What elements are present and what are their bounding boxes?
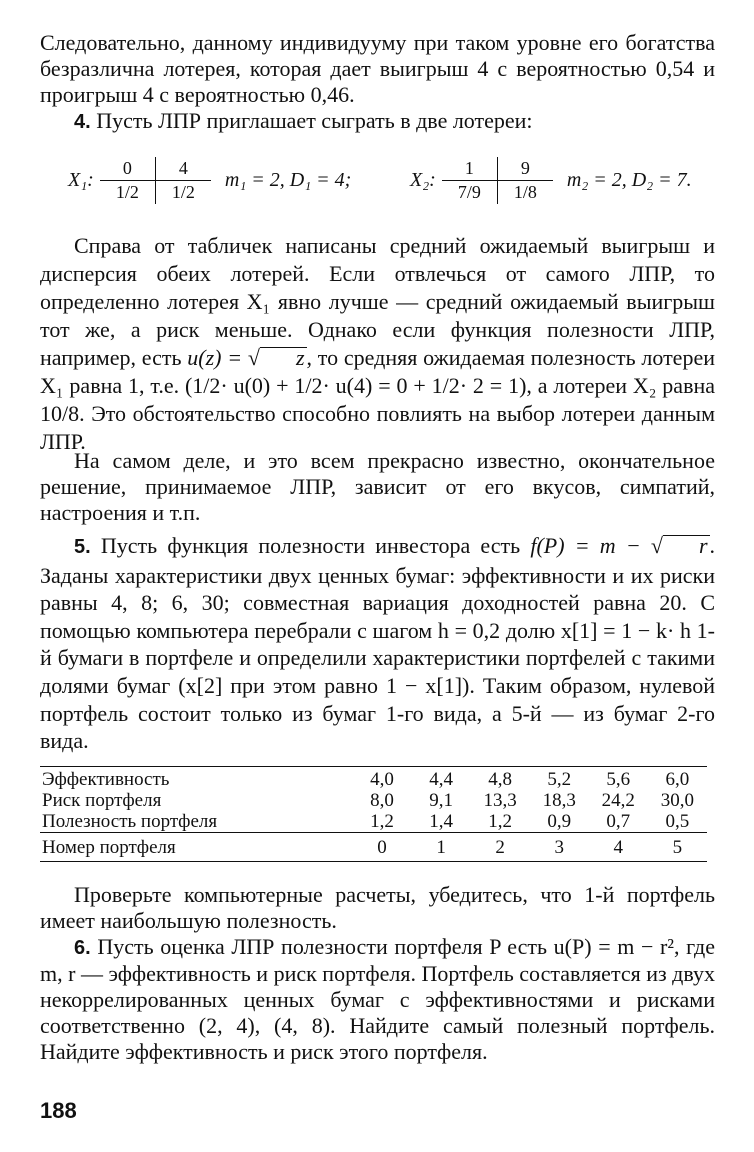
task-4-text: Пусть ЛПР приглашает сыграть в две лотереи: <box>96 108 533 133</box>
lottery-x1-prob: 1/2 <box>115 181 139 202</box>
table-cell: 1,2 <box>471 811 530 833</box>
paragraph-explanation <box>40 232 715 456</box>
paragraph-intro <box>40 30 715 108</box>
lottery-x1-value: 4 <box>155 157 211 181</box>
table-cell: 5 <box>648 833 707 862</box>
table-cell: 8,0 <box>370 790 394 811</box>
task-6 <box>40 934 715 1065</box>
table-cell: 5,6 <box>589 767 648 791</box>
table-cell: 4 <box>589 833 648 862</box>
task-5-part2: . Заданы характеристики двух ценных бумаг: эффективности и их риски равны 4, 8; 6, 30; совместная вариация доходностей равна 20. С помощью компьютера перебрали с шагом h = 0,2 долю x[1] = 1 − k· h 1-й бумаги в портфеле и определили характеристики портфелей с такими долями бумаг (x[2] при этом равно 1 − x[1]). Таким образом, нулевой портфель состоит только из бумаг 1-го вида, а 5-й — из бумаг 2-го вида. <box>40 533 716 754</box>
page-number: 188 <box>40 1098 77 1123</box>
lottery-x1-stats: m₁ = 2, D₁ = 4; <box>224 168 352 191</box>
lottery-x1 <box>68 152 351 208</box>
table-cell: 4,8 <box>471 767 530 791</box>
lottery-x1-value: 0 <box>100 157 156 181</box>
lottery-x1-prob: 1/2 <box>155 180 211 204</box>
table-row <box>40 811 707 833</box>
lottery-x2-name: X₂: <box>410 168 436 191</box>
table-cell: 0,5 <box>648 811 707 833</box>
table-row <box>40 790 707 811</box>
table-cell: 9,1 <box>429 790 453 811</box>
table-row <box>40 767 707 791</box>
lottery-x2-table <box>442 157 553 204</box>
paragraph-explanation-part1: Справа от табличек написаны средний ожидаемый выигрыш и дисперсия обеих лотерей. Если отвлечься от самого ЛПР, то определенно лотерея X₁ явно лучше — средний ожидаемый выигрыш тот же, а риск меньше. Однако если функция полезности ЛПР, например, есть <box>40 233 715 370</box>
row-label: Риск портфеля <box>42 790 162 811</box>
utility-formula: u(z) = √ <box>187 345 260 370</box>
paragraph-check-text: Проверьте компьютерные расчеты, убедитесь, что 1-й портфель имеет наибольшую полезность. <box>40 882 715 933</box>
table-cell: 1 <box>412 833 471 862</box>
lottery-x2-value: 9 <box>497 157 553 181</box>
investor-utility-formula-arg: r <box>663 535 710 556</box>
lottery-x1-name: X₁: <box>68 168 94 191</box>
table-cell: 30,0 <box>660 790 695 811</box>
lottery-x2 <box>410 152 692 208</box>
lottery-x2-stats: m₂ = 2, D₂ = 7. <box>566 168 692 191</box>
table-cell: 4,4 <box>412 767 471 791</box>
table-cell: 5,2 <box>530 767 589 791</box>
row-label: Полезность портфеля <box>40 811 352 833</box>
task-6-text: Пусть оценка ЛПР полезности портфеля P есть u(P) = m − r², где m, r — эффективность и риск портфеля. Портфель составляется из двух некоррелированных ценных бумаг с эффективностями и рисками соответственно (2, 4), (4, 8). Найдите самый полезный портфель. Найдите эффективность и риск этого портфеля. <box>40 934 716 1064</box>
row-label: Номер портфеля <box>40 833 352 862</box>
table-cell: 4,0 <box>352 767 411 791</box>
paragraph-note-text: На самом деле, и это всем прекрасно известно, окончательное решение, принимаемое ЛПР, зависит от его вкусов, симпатий, настроения и т.п. <box>40 448 715 525</box>
lottery-x1-table <box>100 157 211 204</box>
table-cell: 13,3 <box>483 790 517 811</box>
table-cell: 24,2 <box>601 790 635 811</box>
lottery-x2-prob: 7/9 <box>457 181 481 202</box>
table-cell: 0,7 <box>589 811 648 833</box>
task-5-number: 5. <box>74 536 91 558</box>
table-cell: 3 <box>530 833 589 862</box>
paragraph-explanation-part2: , то средняя ожидаемая полезность лотереи X₁ равна 1, т.е. (1/2· u(0) + 1/2· u(4) = 0 + 1/2· 2 = 1), а лотереи X₂ равна 10/8. Это обстоятельство способно повлиять на выбор лотереи данным ЛПР. <box>40 345 715 454</box>
portfolio-table <box>40 766 707 862</box>
paragraph-intro-text: Следовательно, данному индивидууму при таком уровне его богатства безразлична лотерея, которая дает выигрыш 4 с вероятностью 0,54 и проигрыш 4 с вероятностью 0,46. <box>40 30 715 107</box>
task-4 <box>40 108 715 135</box>
lottery-x2-prob: 1/8 <box>497 180 553 204</box>
task-5-part1: Пусть функция полезности инвестора есть <box>100 533 531 558</box>
table-cell: 0 <box>352 833 411 862</box>
paragraph-check <box>40 882 715 934</box>
table-row <box>40 833 707 862</box>
table-cell: 18,3 <box>542 790 576 811</box>
investor-utility-formula: f(P) = m − √ <box>530 533 663 558</box>
paragraph-note <box>40 448 715 526</box>
table-cell: 1,4 <box>412 811 471 833</box>
table-cell: 0,9 <box>530 811 589 833</box>
table-cell: 1,2 <box>352 811 411 833</box>
row-label: Эффективность <box>40 767 352 791</box>
table-cell: 6,0 <box>648 767 707 791</box>
table-cell: 2 <box>471 833 530 862</box>
task-5 <box>40 532 715 755</box>
lottery-x2-value: 1 <box>442 157 498 181</box>
task-4-number: 4. <box>74 111 91 133</box>
utility-formula-arg: z <box>260 347 307 368</box>
task-6-number: 6. <box>74 937 91 959</box>
